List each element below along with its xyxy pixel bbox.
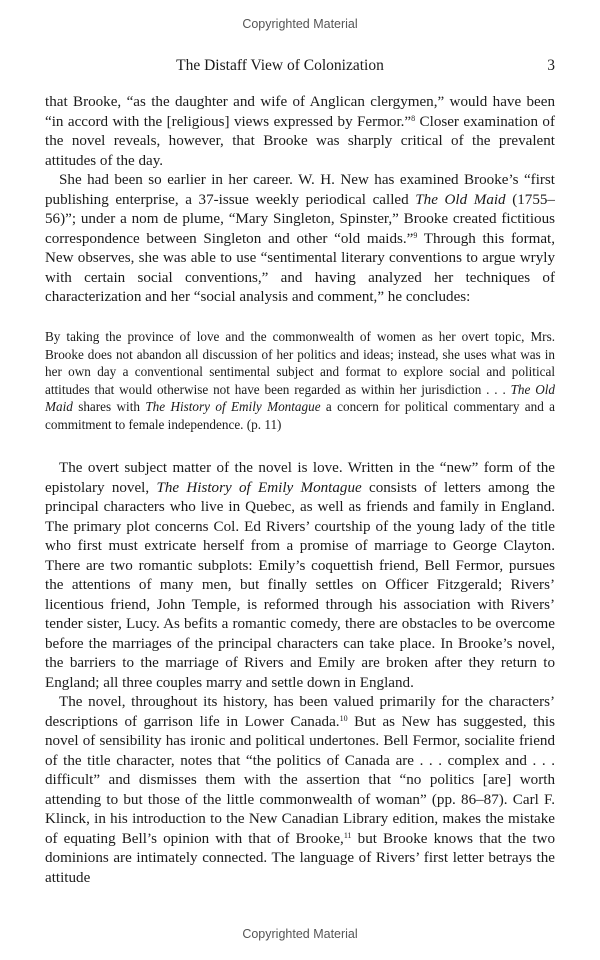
- italic-title: The Old Maid: [415, 191, 506, 208]
- italic-title: The History of Emily Montague: [156, 479, 362, 496]
- italic-title: The History of Emily Montague: [145, 399, 321, 414]
- copyright-watermark-bottom: Copyrighted Material: [242, 927, 358, 941]
- paragraph-1: that Brooke, “as the daughter and wife of Anglican clergymen,” would have been “in accord with the [religious] views expressed by Fermor.”$^8$ Closer examination of the novel reveals, however, that Brooke was sharply critical of the prevalent attitudes of the day.: [45, 94, 555, 169]
- block-quote-text: By taking the province of love and the commonwealth of women as her overt topic, Mrs. Brooke does not abandon all discussion of her politics and ideas; instead, she uses what was in her own day a conventional sentimental subject and format to explore social and political attitudes that would otherwise not have been regarded as within her jurisdiction . . . The Old Maid shares with The History of Emily Montague a concern for political commentary and a commitment to female independence. (p. 11): [45, 329, 556, 432]
- footnote-marker: 9: [413, 230, 418, 240]
- body-text-upper: [45, 93, 555, 308]
- paragraph-4: The novel, throughout its history, has been valued primarily for the characters’ descriptions of garrison life in Lower Canada.$^{10}$ But as New has suggested, this novel of sensibility has ironic and political undertones. Bell Fermor, socialite friend of the title character, notes that “the politics of Canada are . . . complex and . . . difficult” and dismisses them with the assertion that “no politics [are] worth attending to but those of the little commonwealth of woman” (pp. 86–87). Carl F. Klinck, in his introduction to the New Canadian Library edition, makes the mistake of equating Bell’s opinion with that of Brooke,$^{11}$ but Brooke knows that the two dominions are intimately connected. The language of Rivers’ first letter betrays the attitude: [45, 694, 555, 886]
- running-head-title: The Distaff View of Colonization: [176, 57, 384, 74]
- italic-title: The Old Maid: [45, 381, 555, 414]
- footnote-marker: 10: [339, 713, 348, 723]
- paragraph-3: The overt subject matter of the novel is love. Written in the “new” form of the epistolary novel, The History of Emily Montague consists of letters among the principal characters who live in Quebec, as well as friends and family in England. The primary plot concerns Col. Ed Rivers’ courtship of the young lady of the title who first must extricate herself from a promise of marriage to George Clayton. There are two romantic subplots: Emily’s coquettish friend, Bell Fermor, pursues the attentions of many men, but finally settles on Officer Fitzgerald; Rivers’ licentious friend, John Temple, is reformed through his association with Rivers’ tender sister, Lucy. As befits a romantic comedy, there are obstacles to be overcome before the marriages of the principal characters can take place. In Brooke’s novel, the barriers to the marriage of Rivers and Emily are broken after they return to England; all three couples marry and settle down in England.: [45, 460, 555, 691]
- copyright-watermark-top: Copyrighted Material: [242, 17, 358, 31]
- body-text-lower: [45, 459, 555, 888]
- page-number: 3: [547, 57, 555, 74]
- paragraph-2: She had been so earlier in her career. W. H. New has examined Brooke’s “first publishing enterprise, a 37-issue weekly periodical called The Old Maid (1755–56)”; under a nom de plume, “Mary Singleton, Spinster,” Brooke created fictitious correspondence between Singleton and other “old maids.”$^9$ Through this format, New observes, she was able to use “sentimental literary conventions to argue wryly with certain social conventions,” and having analyzed her techniques of characterization and her “social analysis and comment,” he concludes:: [45, 172, 555, 305]
- footnote-marker: 11: [343, 830, 352, 840]
- footnote-marker: 8: [411, 113, 416, 123]
- block-quote: [45, 328, 555, 433]
